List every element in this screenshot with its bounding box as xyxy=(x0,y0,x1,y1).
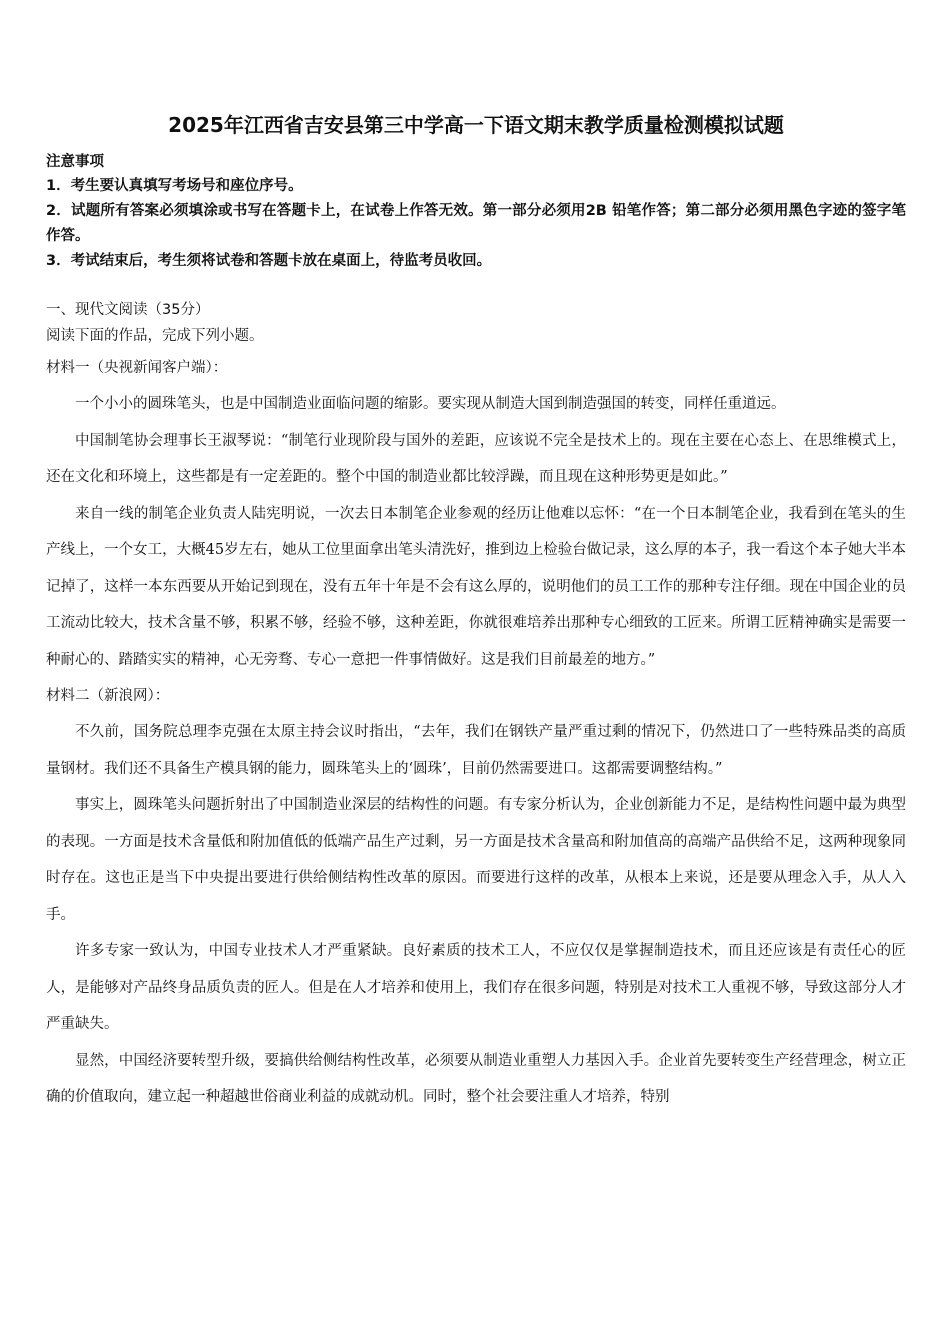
exam-page xyxy=(46,110,906,1116)
material-two-paragraph: 事实上，圆珠笔头问题折射出了中国制造业深层的结构性的问题。有专家分析认为，企业创新能力不足，是结构性问题中最为典型的表现。一方面是技术含量低和附加值低的低端产品生产过剩，另一方面是技术含量高和附加值高的高端产品供给不足，这两种现象同时存在。这也正是当下中央提出要进行供给侧结构性改革的原因。而要进行这样的改革，从根本上来说，还是要从理念入手，从人入手。 xyxy=(46,797,906,923)
exam-title: 2025年江西省吉安县第三中学高一下语文期末教学质量检测模拟试题 xyxy=(168,113,784,137)
material-two-paragraph: 显然，中国经济要转型升级，要搞供给侧结构性改革，必须要从制造业重塑人力基因入手。企业首先要转变生产经营理念，树立正确的价值取向，建立起一种超越世俗商业利益的成就动机。同时，整个社会要注重人才培养，特别 xyxy=(46,1052,906,1105)
section-instruction: 阅读下面的作品，完成下列小题。 xyxy=(46,328,264,344)
notice-item-3: 3．考试结束后，考生须将试卷和答题卡放在桌面上，待监考员收回。 xyxy=(46,253,492,269)
material-one-paragraph: 来自一线的制笔企业负责人陆宪明说，一次去日本制笔企业参观的经历让他难以忘怀：“在一个日本制笔企业，我看到在笔头的生产线上，一个女工，大概45岁左右，她从工位里面拿出笔头清洗好，推到边上检验台做记录，这么厚的本子，我一看这个本子她大半本记掉了，这样一本东西要从开始记到现在，没有五年十年是不会有这么厚的，说明他们的员工工作的那种专注仔细。现在中国企业的员工流动比较大，技术含量不够，积累不够，经验不够，这种差距，你就很难培养出那种专心细致的工匠来。所谓工匠精神确实是需要一种耐心的、踏踏实实的精神，心无旁骛、专心一意把一件事情做好。这是我们目前最差的地方。” xyxy=(46,505,906,668)
material-two-label: 材料二（新浪网）： xyxy=(46,688,170,704)
notice-item-1: 1．考生要认真填写考场号和座位序号。 xyxy=(46,178,303,194)
material-one-label: 材料一（央视新闻客户端）： xyxy=(46,360,228,376)
material-two-paragraph: 不久前，国务院总理李克强在太原主持会议时指出，“去年，我们在钢铁产量严重过剩的情况下，仍然进口了一些特殊品类的高质量钢材。我们还不具备生产模具钢的能力，圆珠笔头上的‘圆珠’，目前仍然需要进口。这都需要调整结构。” xyxy=(46,724,906,777)
section-spacer xyxy=(46,274,906,298)
notice-item-2: 2．试题所有答案必须填涂或书写在答题卡上，在试卷上作答无效。第一部分必须用2B 铅笔作答；第二部分必须用黑色字迹的签字笔作答。 xyxy=(46,203,906,244)
notice-block xyxy=(46,150,906,274)
notice-heading: 注意事项 xyxy=(46,154,104,170)
section-heading: 一、现代文阅读（35分） xyxy=(46,302,210,318)
reading-section xyxy=(46,298,906,1116)
material-two-paragraph: 许多专家一致认为，中国专业技术人才严重紧缺。良好素质的技术工人，不应仅仅是掌握制造技术，而且还应该是有责任心的匠人，是能够对产品终身品质负责的匠人。但是在人才培养和使用上，我们存在很多问题，特别是对技术工人重视不够，导致这部分人才严重缺失。 xyxy=(46,943,906,1032)
material-one-paragraph: 一个小小的圆珠笔头，也是中国制造业面临问题的缩影。要实现从制造大国到制造强国的转变，同样任重道远。 xyxy=(75,396,786,412)
material-one-paragraph: 中国制笔协会理事长王淑琴说：“制笔行业现阶段与国外的差距，应该说不完全是技术上的。现在主要在心态上、在思维模式上，还在文化和环境上，这些都是有一定差距的。整个中国的制造业都比较浮躁，而且现在这种形势更是如此。” xyxy=(46,432,906,485)
material-two xyxy=(46,678,906,1116)
material-one xyxy=(46,350,906,678)
